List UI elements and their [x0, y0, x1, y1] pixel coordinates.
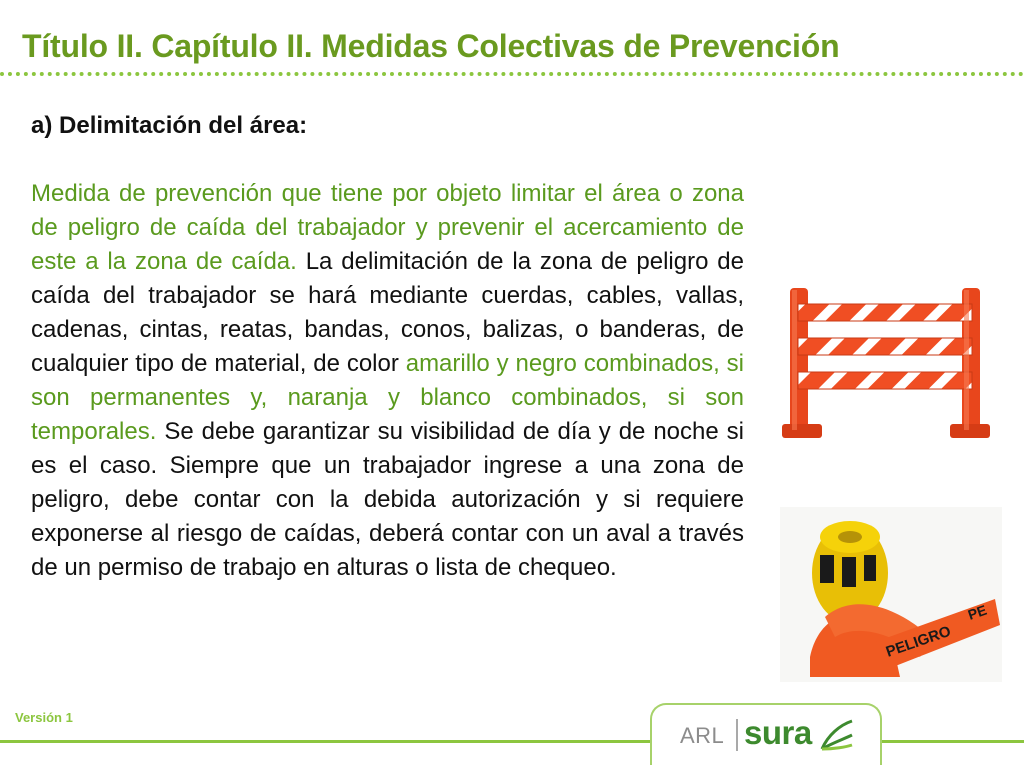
body-text-visibility: Se debe garantizar su visibilidad de día y de noche si es el caso. Siempre que un trabajador ingrese a una zona de peligro, debe contar con la debida autorización y si requiere exponerse al riesgo de caídas, deberá contar con un aval a través de un permiso de trabajo en alturas o lista de chequeo.: [31, 418, 744, 581]
sura-leaf-icon: [818, 715, 854, 753]
body-paragraph: [31, 177, 744, 585]
body-highlight-definition: Medida de prevención que tiene por objeto limitar el área o zona de peligro de caída del trabajador y prevenir el acercamiento de este a la zona de caída.: [31, 180, 744, 275]
warning-tape-image: [780, 507, 1002, 682]
tape-label-partial: PE: [965, 601, 989, 623]
tape-label-peligro: PELIGRO: [883, 622, 954, 661]
title-dotted-divider: [0, 72, 1024, 76]
logo-sura-text: sura: [744, 714, 812, 751]
body-text-delimitation: La delimitación de la zona de peligro de caída del trabajador se hará mediante cuerdas, cables, vallas, cadenas, cintas, reatas, bandas, conos, balizas, o banderas, de cualquier tipo de material, de color: [31, 248, 744, 377]
slide-title: Título II. Capítulo II. Medidas Colectivas de Prevención: [22, 28, 840, 64]
arl-sura-logo: [650, 703, 882, 765]
logo-separator: [736, 719, 738, 751]
version-label: Versión 1: [15, 710, 73, 725]
safety-barrier-image: [778, 282, 992, 442]
logo-arl-text: ARL: [680, 723, 725, 748]
body-highlight-colors: amarillo y negro combinados, si son permanentes y, naranja y blanco combinados, si son temporales.: [31, 350, 744, 445]
section-heading: a) Delimitación del área:: [31, 112, 308, 139]
